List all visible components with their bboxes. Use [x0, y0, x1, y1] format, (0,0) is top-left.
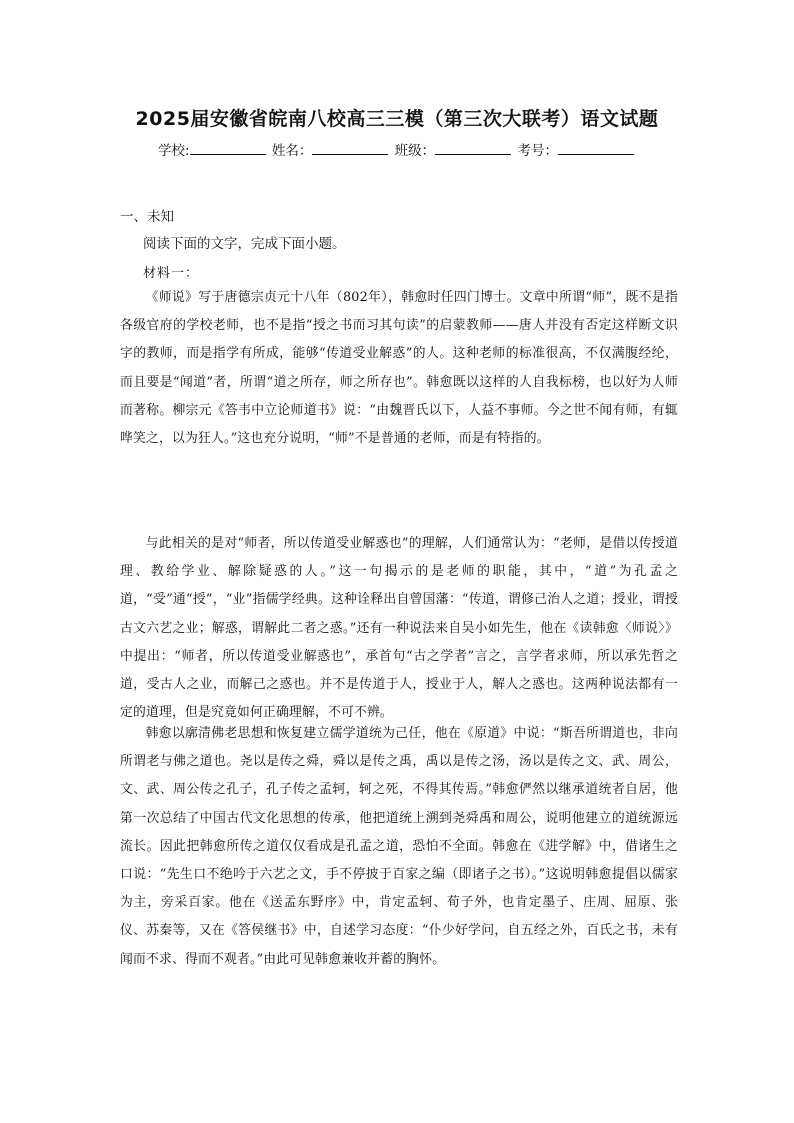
material-label: 材料一： — [143, 266, 200, 281]
paragraph: 韩愈以廓清佛老思想和恢复建立儒学道统为己任，他在《原道》中说：“斯吾所谓道也，非向所谓老与佛之道也。尧以是传之舜，舜以是传之禹，禹以是传之汤，汤以是传之文、武、周公，文、武、周公传之孔子，孔子传之孟轲，轲之死，不得其传焉。”韩愈俨然以继承道统者自居，他第一次总结了中国古代文化思想的传承，他把道统上溯到尧舜禹和周公，说明他建立的道统源远流长。因此把韩愈所传之道仅仅看成是孔孟之道，恐怕不全面。韩愈在《进学解》中，借诸生之口说：“先生口不绝吟于六艺之文，手不停披于百家之编（即诸子之书）。”这说明韩愈提倡以儒家为主，旁采百家。他在《送孟东野序》中，肯定孟轲、荀子外，也肯定墨子、庄周、屈原、张仪、苏秦等，又在《答侯继书》中，自述学习态度：“仆少好学问，自五经之外，百氏之书，未有闻而不求、得而不观者。”由此可见韩愈兼收并蓄的胸怀。 — [120, 726, 678, 967]
class-blank[interactable] — [435, 141, 511, 155]
reading-instruction: 阅读下面的文字，完成下面小题。 — [143, 236, 346, 252]
exam-number-blank[interactable] — [558, 141, 634, 155]
paragraph: 《师说》写于唐德宗贞元十八年（802年），韩愈时任四门博士。文章中所谓“师”，既不是指各级官府的学校老师，也不是指“授之书而习其句读”的启蒙教师——唐人并没有否定这样断文识字的教师，而是指学有所成，能够“传道受业解惑”的人。这种老师的标准很高，不仅满腹经纶，而且要是“闻道”者，所谓“道之所存，师之所存也”。韩愈既以这样的人自我标榜，也以好为人师而著称。柳宗元《答韦中立论师道书》说：“由魏晋氏以下，人益不事师。今之世不闻有师，有辄哗笑之，以为狂人。”这也充分说明，“师”不是普通的老师，而是有特指的。 — [120, 290, 678, 447]
class-label: 班级： — [394, 143, 436, 159]
page-title: 2025届安徽省皖南八校高三三模（第三次大联考）语文试题 — [135, 108, 659, 130]
exam-number-label: 考号： — [517, 143, 558, 159]
paragraph: 与此相关的是对“师者，所以传道受业解惑也”的理解，人们通常认为：“老师，是借以传授道理、教给学业、解除疑惑的人。”这一句揭示的是老师的职能，其中，“道”为孔孟之道，“受”通“授”，“业”指儒学经典。这种诠释出自曾国藩：“传道，谓修己治人之道；授业，谓授古文六艺之业；解惑，谓解此二者之惑。”还有一种说法来自吴小如先生，他在《读韩愈〈师说〉》中提出：“师者，所以传道受业解惑也”，承首句“古之学者”言之，言学者求师，所以承先哲之道，受古人之业，而解己之惑也。并不是传道于人，授业于人，解人之惑也。这两种说法都有一定的道理，但是究竟如何正确理解，不可不辨。 — [120, 536, 678, 721]
school-blank[interactable] — [190, 141, 266, 155]
name-blank[interactable] — [312, 141, 388, 155]
section-heading: 一、未知 — [120, 209, 174, 225]
student-info-line — [0, 139, 794, 159]
name-label: 姓名： — [271, 143, 313, 159]
school-label: 学校: — [158, 143, 190, 159]
